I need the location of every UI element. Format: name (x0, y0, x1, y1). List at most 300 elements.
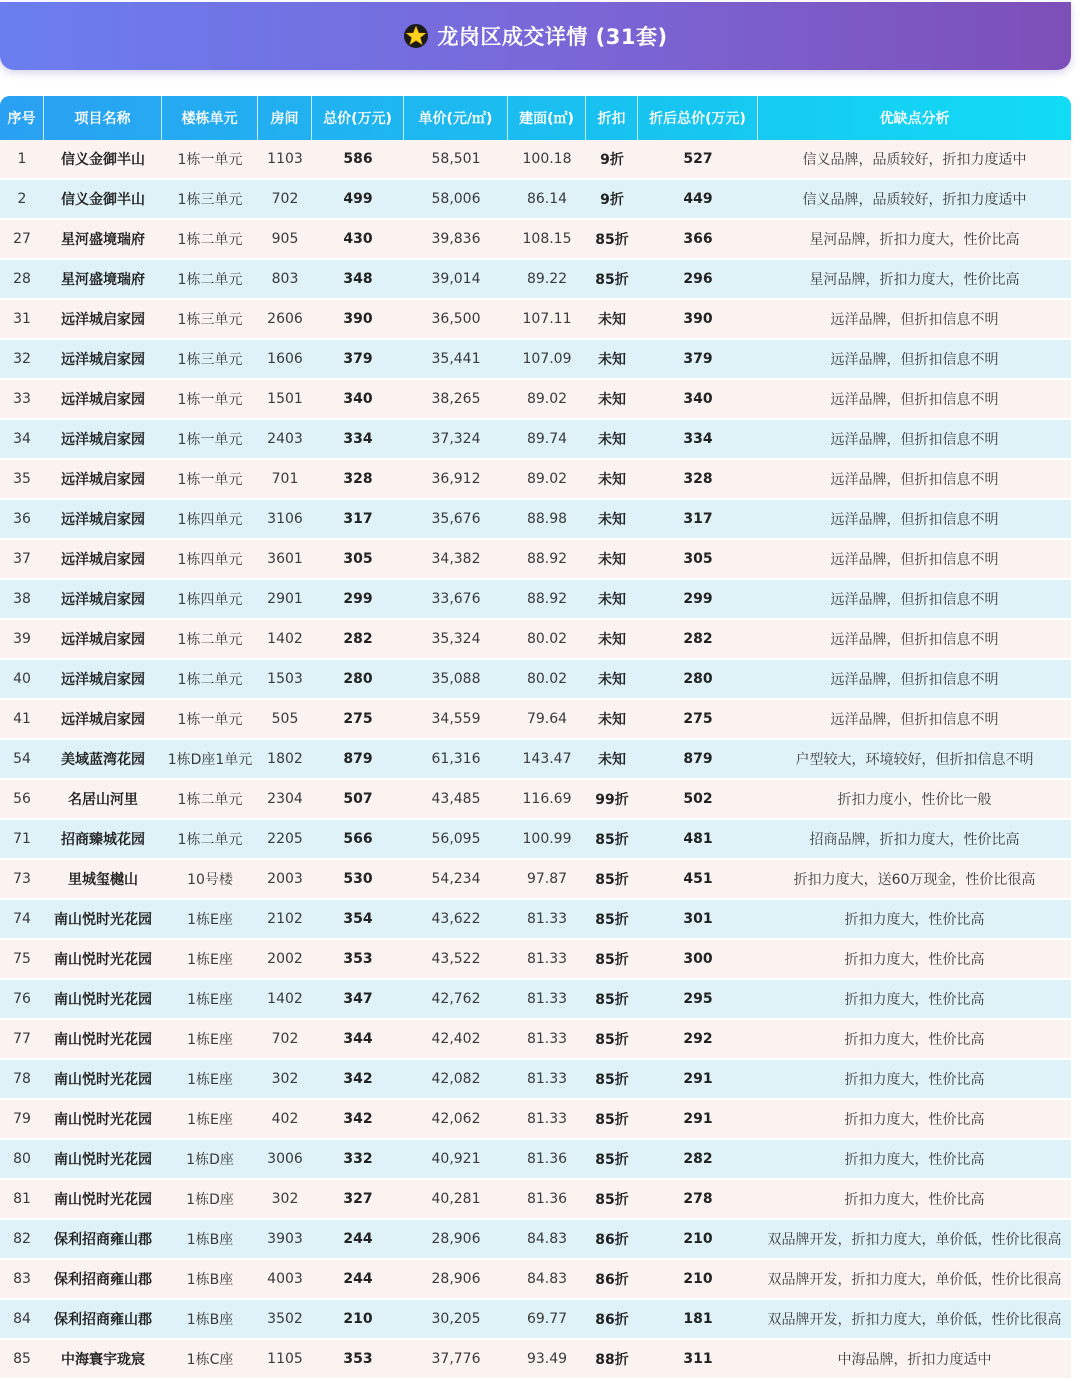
deal-table (0, 96, 1071, 1380)
total-price-cell: 342 (312, 1060, 404, 1100)
analysis-cell: 双品牌开发，折扣力度大，单价低，性价比很高 (758, 1220, 1071, 1260)
project-name-cell: 保利招商雍山郡 (44, 1220, 162, 1260)
building-unit-cell: 1栋二单元 (162, 620, 258, 660)
room-number-cell: 4003 (258, 1260, 312, 1300)
table-row (0, 900, 1071, 940)
analysis-cell: 远洋品牌，但折扣信息不明 (758, 660, 1071, 700)
table-row (0, 340, 1071, 380)
floor-area-cell: 88.92 (508, 580, 586, 620)
floor-area-cell: 88.92 (508, 540, 586, 580)
unit-price-cell: 61,316 (404, 740, 508, 780)
table-row (0, 980, 1071, 1020)
discount-cell: 未知 (586, 660, 638, 700)
total-price-cell: 348 (312, 260, 404, 300)
unit-price-cell: 42,762 (404, 980, 508, 1020)
total-price-cell: 353 (312, 1340, 404, 1380)
column-header: 优缺点分析 (758, 96, 1071, 140)
project-name-cell: 中海寰宇珑宸 (44, 1340, 162, 1380)
project-name-cell: 里城玺樾山 (44, 860, 162, 900)
unit-price-cell: 42,082 (404, 1060, 508, 1100)
unit-price-cell: 58,501 (404, 140, 508, 180)
table-row (0, 460, 1071, 500)
analysis-cell: 折扣力度大，性价比高 (758, 1020, 1071, 1060)
project-name-cell: 南山悦时光花园 (44, 1020, 162, 1060)
floor-area-cell: 81.33 (508, 980, 586, 1020)
table-row (0, 140, 1071, 180)
total-price-cell: 334 (312, 420, 404, 460)
discounted-price-cell: 449 (638, 180, 758, 220)
building-unit-cell: 1栋D座 (162, 1180, 258, 1220)
project-name-cell: 远洋城启家园 (44, 420, 162, 460)
discount-cell: 86折 (586, 1300, 638, 1340)
discounted-price-cell: 181 (638, 1300, 758, 1340)
row-number-cell: 73 (0, 860, 44, 900)
project-name-cell: 远洋城启家园 (44, 340, 162, 380)
building-unit-cell: 1栋E座 (162, 980, 258, 1020)
column-header: 项目名称 (44, 96, 162, 140)
floor-area-cell: 81.36 (508, 1140, 586, 1180)
floor-area-cell: 89.02 (508, 380, 586, 420)
discounted-price-cell: 334 (638, 420, 758, 460)
discounted-price-cell: 301 (638, 900, 758, 940)
room-number-cell: 803 (258, 260, 312, 300)
discounted-price-cell: 502 (638, 780, 758, 820)
discounted-price-cell: 311 (638, 1340, 758, 1380)
total-price-cell: 390 (312, 300, 404, 340)
total-price-cell: 354 (312, 900, 404, 940)
total-price-cell: 499 (312, 180, 404, 220)
analysis-cell: 远洋品牌，但折扣信息不明 (758, 500, 1071, 540)
total-price-cell: 282 (312, 620, 404, 660)
room-number-cell: 2606 (258, 300, 312, 340)
building-unit-cell: 10号楼 (162, 860, 258, 900)
total-price-cell: 275 (312, 700, 404, 740)
table-row (0, 500, 1071, 540)
unit-price-cell: 42,062 (404, 1100, 508, 1140)
discount-cell: 85折 (586, 1180, 638, 1220)
unit-price-cell: 56,095 (404, 820, 508, 860)
project-name-cell: 招商臻城花园 (44, 820, 162, 860)
total-price-cell: 566 (312, 820, 404, 860)
row-number-cell: 83 (0, 1260, 44, 1300)
row-number-cell: 56 (0, 780, 44, 820)
discount-cell: 未知 (586, 740, 638, 780)
unit-price-cell: 36,912 (404, 460, 508, 500)
floor-area-cell: 81.33 (508, 1060, 586, 1100)
project-name-cell: 南山悦时光花园 (44, 980, 162, 1020)
discount-cell: 86折 (586, 1220, 638, 1260)
row-number-cell: 1 (0, 140, 44, 180)
discount-cell: 85折 (586, 1060, 638, 1100)
room-number-cell: 2002 (258, 940, 312, 980)
table-row (0, 940, 1071, 980)
discount-cell: 85折 (586, 1140, 638, 1180)
discount-cell: 未知 (586, 460, 638, 500)
row-number-cell: 38 (0, 580, 44, 620)
row-number-cell: 27 (0, 220, 44, 260)
title-banner (0, 2, 1071, 70)
floor-area-cell: 81.33 (508, 900, 586, 940)
project-name-cell: 南山悦时光花园 (44, 1100, 162, 1140)
unit-price-cell: 39,014 (404, 260, 508, 300)
building-unit-cell: 1栋三单元 (162, 340, 258, 380)
table-row (0, 1060, 1071, 1100)
room-number-cell: 1105 (258, 1340, 312, 1380)
table-row (0, 820, 1071, 860)
table-body (0, 140, 1071, 1380)
room-number-cell: 3006 (258, 1140, 312, 1180)
analysis-cell: 折扣力度大，性价比高 (758, 1100, 1071, 1140)
floor-area-cell: 81.36 (508, 1180, 586, 1220)
building-unit-cell: 1栋B座 (162, 1300, 258, 1340)
floor-area-cell: 81.33 (508, 1020, 586, 1060)
analysis-cell: 户型较大，环境较好，但折扣信息不明 (758, 740, 1071, 780)
project-name-cell: 保利招商雍山郡 (44, 1300, 162, 1340)
row-number-cell: 41 (0, 700, 44, 740)
discount-cell: 85折 (586, 1020, 638, 1060)
building-unit-cell: 1栋四单元 (162, 500, 258, 540)
total-price-cell: 328 (312, 460, 404, 500)
room-number-cell: 1503 (258, 660, 312, 700)
column-header: 楼栋单元 (162, 96, 258, 140)
discounted-price-cell: 296 (638, 260, 758, 300)
row-number-cell: 36 (0, 500, 44, 540)
row-number-cell: 39 (0, 620, 44, 660)
table-row (0, 180, 1071, 220)
analysis-cell: 折扣力度大，性价比高 (758, 900, 1071, 940)
analysis-cell: 星河品牌，折扣力度大，性价比高 (758, 220, 1071, 260)
discounted-price-cell: 317 (638, 500, 758, 540)
table-header (0, 96, 1071, 140)
building-unit-cell: 1栋一单元 (162, 700, 258, 740)
unit-price-cell: 38,265 (404, 380, 508, 420)
table-row (0, 1020, 1071, 1060)
table-row (0, 1300, 1071, 1340)
discounted-price-cell: 305 (638, 540, 758, 580)
discount-cell: 85折 (586, 260, 638, 300)
room-number-cell: 701 (258, 460, 312, 500)
unit-price-cell: 54,234 (404, 860, 508, 900)
analysis-cell: 星河品牌，折扣力度大，性价比高 (758, 260, 1071, 300)
discount-cell: 85折 (586, 220, 638, 260)
row-number-cell: 33 (0, 380, 44, 420)
building-unit-cell: 1栋三单元 (162, 300, 258, 340)
analysis-cell: 信义品牌，品质较好，折扣力度适中 (758, 180, 1071, 220)
project-name-cell: 美域蓝湾花园 (44, 740, 162, 780)
building-unit-cell: 1栋一单元 (162, 140, 258, 180)
table-row (0, 740, 1071, 780)
floor-area-cell: 86.14 (508, 180, 586, 220)
table-row (0, 1220, 1071, 1260)
discount-cell: 未知 (586, 300, 638, 340)
discounted-price-cell: 282 (638, 620, 758, 660)
deal-table-container (0, 96, 1071, 1380)
building-unit-cell: 1栋四单元 (162, 580, 258, 620)
project-name-cell: 远洋城启家园 (44, 460, 162, 500)
table-row (0, 1180, 1071, 1220)
discounted-price-cell: 451 (638, 860, 758, 900)
floor-area-cell: 93.49 (508, 1340, 586, 1380)
analysis-cell: 信义品牌，品质较好，折扣力度适中 (758, 140, 1071, 180)
unit-price-cell: 28,906 (404, 1220, 508, 1260)
total-price-cell: 280 (312, 660, 404, 700)
floor-area-cell: 79.64 (508, 700, 586, 740)
discounted-price-cell: 280 (638, 660, 758, 700)
building-unit-cell: 1栋D座 (162, 1140, 258, 1180)
building-unit-cell: 1栋D座1单元 (162, 740, 258, 780)
discount-cell: 9折 (586, 140, 638, 180)
discounted-price-cell: 527 (638, 140, 758, 180)
discount-cell: 85折 (586, 820, 638, 860)
unit-price-cell: 33,676 (404, 580, 508, 620)
floor-area-cell: 100.99 (508, 820, 586, 860)
row-number-cell: 40 (0, 660, 44, 700)
project-name-cell: 远洋城启家园 (44, 540, 162, 580)
row-number-cell: 54 (0, 740, 44, 780)
column-header: 单价(元/㎡) (404, 96, 508, 140)
room-number-cell: 1402 (258, 980, 312, 1020)
floor-area-cell: 108.15 (508, 220, 586, 260)
room-number-cell: 302 (258, 1180, 312, 1220)
discounted-price-cell: 300 (638, 940, 758, 980)
table-row (0, 1140, 1071, 1180)
analysis-cell: 折扣力度小，性价比一般 (758, 780, 1071, 820)
total-price-cell: 586 (312, 140, 404, 180)
building-unit-cell: 1栋E座 (162, 1100, 258, 1140)
table-row (0, 300, 1071, 340)
discounted-price-cell: 340 (638, 380, 758, 420)
table-row (0, 420, 1071, 460)
discounted-price-cell: 390 (638, 300, 758, 340)
discount-cell: 未知 (586, 340, 638, 380)
table-row (0, 260, 1071, 300)
discounted-price-cell: 481 (638, 820, 758, 860)
unit-price-cell: 35,324 (404, 620, 508, 660)
discount-cell: 99折 (586, 780, 638, 820)
discounted-price-cell: 291 (638, 1100, 758, 1140)
project-name-cell: 远洋城启家园 (44, 700, 162, 740)
unit-price-cell: 34,559 (404, 700, 508, 740)
floor-area-cell: 84.83 (508, 1220, 586, 1260)
room-number-cell: 3106 (258, 500, 312, 540)
discount-cell: 未知 (586, 620, 638, 660)
building-unit-cell: 1栋二单元 (162, 780, 258, 820)
unit-price-cell: 28,906 (404, 1260, 508, 1300)
discount-cell: 未知 (586, 540, 638, 580)
analysis-cell: 远洋品牌，但折扣信息不明 (758, 540, 1071, 580)
discount-cell: 85折 (586, 860, 638, 900)
page-title: 龙岗区成交详情 (31套) (437, 25, 668, 49)
row-number-cell: 31 (0, 300, 44, 340)
total-price-cell: 210 (312, 1300, 404, 1340)
room-number-cell: 2003 (258, 860, 312, 900)
project-name-cell: 远洋城启家园 (44, 580, 162, 620)
room-number-cell: 702 (258, 180, 312, 220)
table-row (0, 700, 1071, 740)
row-number-cell: 37 (0, 540, 44, 580)
star-icon (403, 23, 429, 49)
discounted-price-cell: 379 (638, 340, 758, 380)
discount-cell: 85折 (586, 940, 638, 980)
column-header: 总价(万元) (312, 96, 404, 140)
total-price-cell: 340 (312, 380, 404, 420)
building-unit-cell: 1栋二单元 (162, 260, 258, 300)
table-row (0, 860, 1071, 900)
table-row (0, 660, 1071, 700)
discounted-price-cell: 295 (638, 980, 758, 1020)
room-number-cell: 3601 (258, 540, 312, 580)
unit-price-cell: 36,500 (404, 300, 508, 340)
row-number-cell: 34 (0, 420, 44, 460)
unit-price-cell: 43,522 (404, 940, 508, 980)
project-name-cell: 保利招商雍山郡 (44, 1260, 162, 1300)
project-name-cell: 南山悦时光花园 (44, 900, 162, 940)
analysis-cell: 远洋品牌，但折扣信息不明 (758, 460, 1071, 500)
floor-area-cell: 89.22 (508, 260, 586, 300)
column-header: 房间 (258, 96, 312, 140)
total-price-cell: 299 (312, 580, 404, 620)
row-number-cell: 80 (0, 1140, 44, 1180)
floor-area-cell: 81.33 (508, 1100, 586, 1140)
floor-area-cell: 80.02 (508, 660, 586, 700)
unit-price-cell: 39,836 (404, 220, 508, 260)
room-number-cell: 1606 (258, 340, 312, 380)
project-name-cell: 信义金御半山 (44, 140, 162, 180)
table-row (0, 620, 1071, 660)
analysis-cell: 折扣力度大，性价比高 (758, 1180, 1071, 1220)
column-header: 序号 (0, 96, 44, 140)
floor-area-cell: 80.02 (508, 620, 586, 660)
room-number-cell: 2102 (258, 900, 312, 940)
project-name-cell: 南山悦时光花园 (44, 940, 162, 980)
table-row (0, 1340, 1071, 1380)
total-price-cell: 530 (312, 860, 404, 900)
analysis-cell: 折扣力度大，性价比高 (758, 1140, 1071, 1180)
analysis-cell: 远洋品牌，但折扣信息不明 (758, 620, 1071, 660)
floor-area-cell: 89.74 (508, 420, 586, 460)
analysis-cell: 中海品牌，折扣力度适中 (758, 1340, 1071, 1380)
row-number-cell: 84 (0, 1300, 44, 1340)
column-header: 折后总价(万元) (638, 96, 758, 140)
discount-cell: 未知 (586, 580, 638, 620)
discounted-price-cell: 366 (638, 220, 758, 260)
unit-price-cell: 43,622 (404, 900, 508, 940)
floor-area-cell: 143.47 (508, 740, 586, 780)
table-row (0, 1100, 1071, 1140)
project-name-cell: 星河盛境瑞府 (44, 260, 162, 300)
room-number-cell: 3502 (258, 1300, 312, 1340)
floor-area-cell: 88.98 (508, 500, 586, 540)
discounted-price-cell: 275 (638, 700, 758, 740)
row-number-cell: 76 (0, 980, 44, 1020)
unit-price-cell: 42,402 (404, 1020, 508, 1060)
total-price-cell: 317 (312, 500, 404, 540)
table-row (0, 1260, 1071, 1300)
building-unit-cell: 1栋E座 (162, 940, 258, 980)
discount-cell: 85折 (586, 980, 638, 1020)
total-price-cell: 347 (312, 980, 404, 1020)
project-name-cell: 远洋城启家园 (44, 300, 162, 340)
discounted-price-cell: 210 (638, 1220, 758, 1260)
discounted-price-cell: 328 (638, 460, 758, 500)
discounted-price-cell: 278 (638, 1180, 758, 1220)
total-price-cell: 879 (312, 740, 404, 780)
building-unit-cell: 1栋E座 (162, 1020, 258, 1060)
building-unit-cell: 1栋二单元 (162, 220, 258, 260)
unit-price-cell: 40,281 (404, 1180, 508, 1220)
room-number-cell: 2403 (258, 420, 312, 460)
room-number-cell: 505 (258, 700, 312, 740)
total-price-cell: 305 (312, 540, 404, 580)
building-unit-cell: 1栋一单元 (162, 460, 258, 500)
unit-price-cell: 34,382 (404, 540, 508, 580)
unit-price-cell: 35,088 (404, 660, 508, 700)
room-number-cell: 1103 (258, 140, 312, 180)
room-number-cell: 3903 (258, 1220, 312, 1260)
discounted-price-cell: 282 (638, 1140, 758, 1180)
discount-cell: 未知 (586, 380, 638, 420)
unit-price-cell: 43,485 (404, 780, 508, 820)
total-price-cell: 342 (312, 1100, 404, 1140)
floor-area-cell: 116.69 (508, 780, 586, 820)
table-row (0, 540, 1071, 580)
unit-price-cell: 35,676 (404, 500, 508, 540)
analysis-cell: 远洋品牌，但折扣信息不明 (758, 700, 1071, 740)
row-number-cell: 71 (0, 820, 44, 860)
unit-price-cell: 35,441 (404, 340, 508, 380)
floor-area-cell: 97.87 (508, 860, 586, 900)
floor-area-cell: 100.18 (508, 140, 586, 180)
table-row (0, 580, 1071, 620)
building-unit-cell: 1栋三单元 (162, 180, 258, 220)
row-number-cell: 77 (0, 1020, 44, 1060)
discount-cell: 85折 (586, 1100, 638, 1140)
project-name-cell: 信义金御半山 (44, 180, 162, 220)
room-number-cell: 1501 (258, 380, 312, 420)
analysis-cell: 远洋品牌，但折扣信息不明 (758, 340, 1071, 380)
room-number-cell: 1802 (258, 740, 312, 780)
row-number-cell: 81 (0, 1180, 44, 1220)
project-name-cell: 远洋城启家园 (44, 500, 162, 540)
total-price-cell: 244 (312, 1220, 404, 1260)
analysis-cell: 折扣力度大，性价比高 (758, 1060, 1071, 1100)
floor-area-cell: 84.83 (508, 1260, 586, 1300)
floor-area-cell: 107.09 (508, 340, 586, 380)
table-row (0, 780, 1071, 820)
unit-price-cell: 40,921 (404, 1140, 508, 1180)
project-name-cell: 远洋城启家园 (44, 620, 162, 660)
unit-price-cell: 37,324 (404, 420, 508, 460)
building-unit-cell: 1栋B座 (162, 1220, 258, 1260)
analysis-cell: 折扣力度大，性价比高 (758, 940, 1071, 980)
building-unit-cell: 1栋二单元 (162, 660, 258, 700)
row-number-cell: 74 (0, 900, 44, 940)
building-unit-cell: 1栋E座 (162, 1060, 258, 1100)
project-name-cell: 南山悦时光花园 (44, 1180, 162, 1220)
discounted-price-cell: 299 (638, 580, 758, 620)
room-number-cell: 2901 (258, 580, 312, 620)
analysis-cell: 远洋品牌，但折扣信息不明 (758, 300, 1071, 340)
column-header: 建面(㎡) (508, 96, 586, 140)
analysis-cell: 折扣力度大，性价比高 (758, 980, 1071, 1020)
row-number-cell: 78 (0, 1060, 44, 1100)
analysis-cell: 招商品牌，折扣力度大，性价比高 (758, 820, 1071, 860)
room-number-cell: 1402 (258, 620, 312, 660)
total-price-cell: 244 (312, 1260, 404, 1300)
building-unit-cell: 1栋一单元 (162, 420, 258, 460)
building-unit-cell: 1栋C座 (162, 1340, 258, 1380)
row-number-cell: 28 (0, 260, 44, 300)
